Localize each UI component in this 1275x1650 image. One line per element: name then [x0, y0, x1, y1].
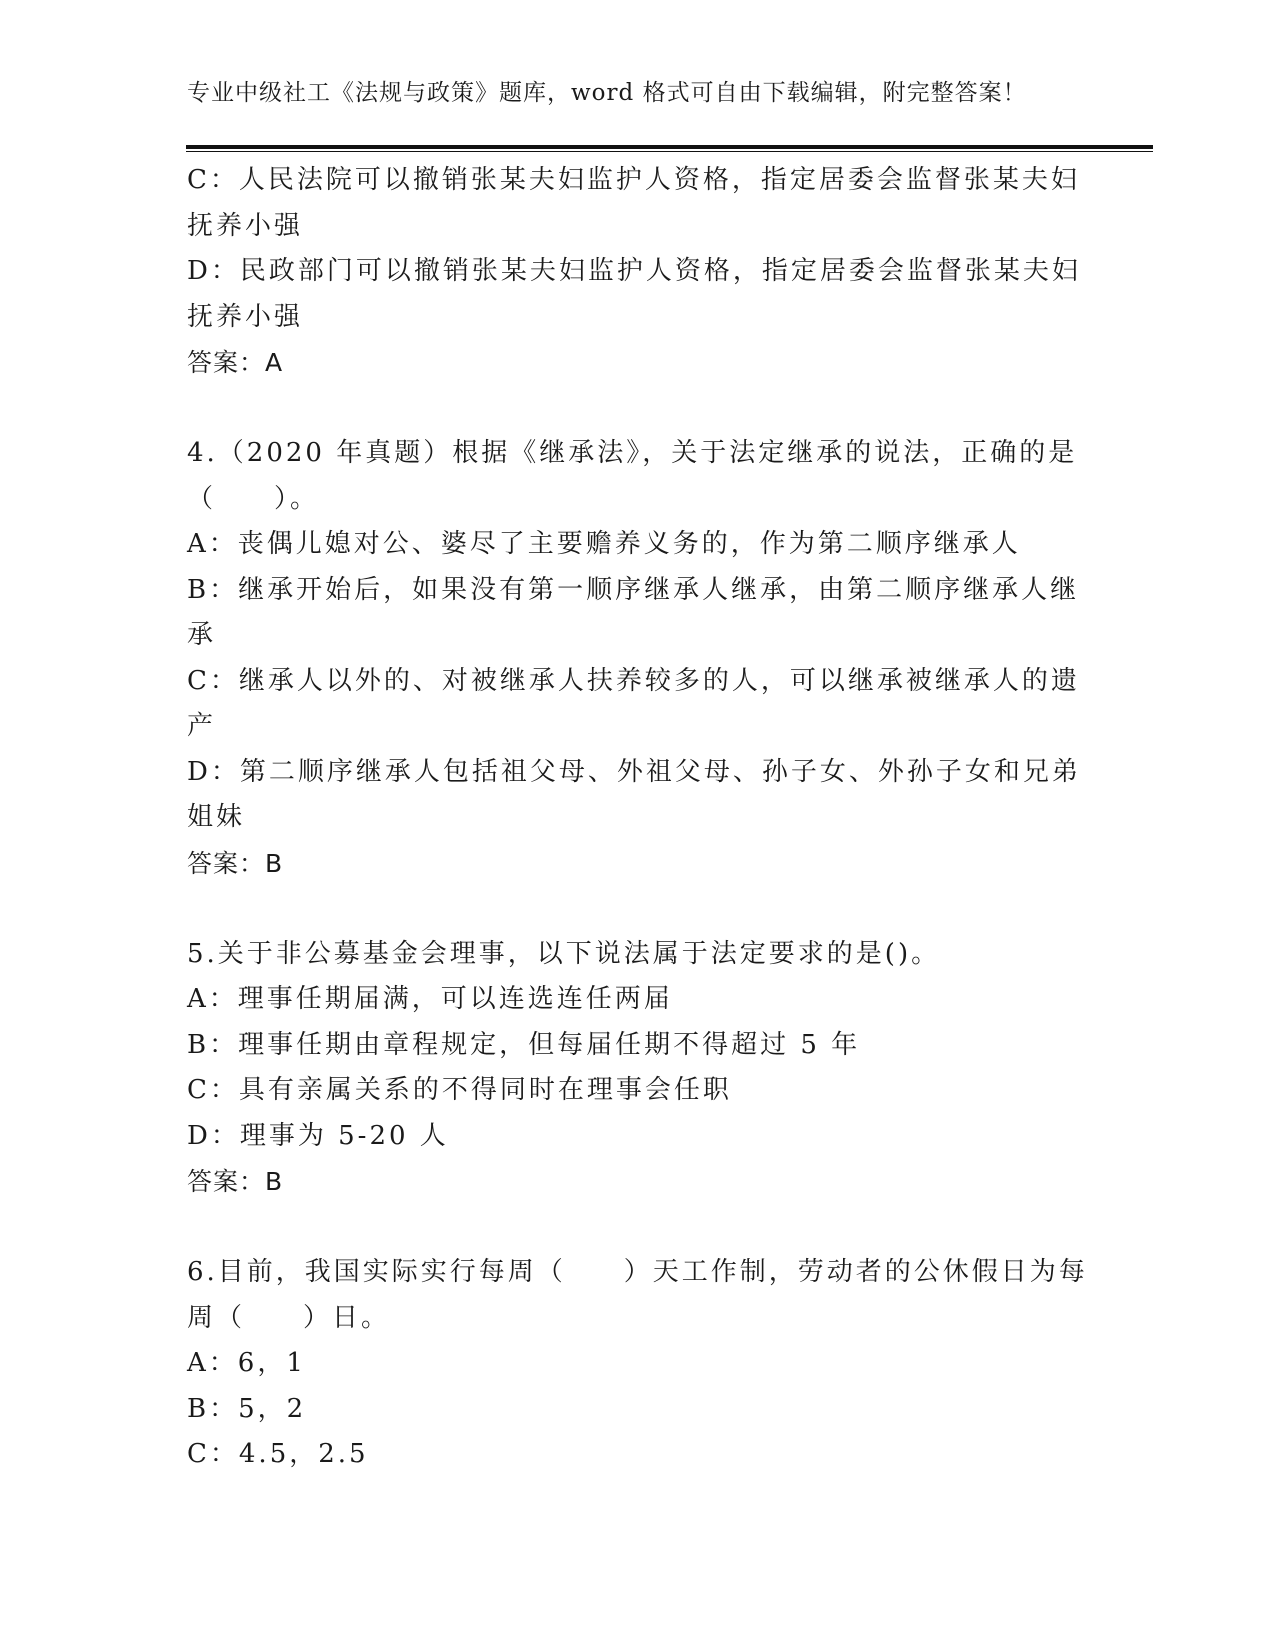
header-rule-thin [186, 151, 1153, 152]
spacer [187, 886, 1087, 932]
q6-stem-line2: 周（ ）日。 [187, 1302, 391, 1333]
q5-option-a: A：理事任期届满，可以连选连任两届 [187, 984, 673, 1014]
q5-stem: 5.关于非公募基金会理事，以下说法属于法定要求的是()。 [187, 938, 941, 969]
spacer [187, 1205, 1087, 1251]
spacer [187, 386, 1087, 432]
q4-option-d-line2: 姐妹 [187, 802, 246, 832]
q5-option-b: B：理事任期由章程规定，但每届任期不得超过 5 年 [187, 1029, 861, 1060]
q3-answer: 答案：A [187, 348, 284, 377]
q3-option-c-line2: 抚养小强 [187, 210, 304, 241]
q4-option-c-line1: C：继承人以外的、对被继承人扶养较多的人，可以继承被继承人的遗 [187, 665, 1080, 696]
header-rule-thick [186, 145, 1153, 149]
q4-stem-line2: （ ）。 [187, 483, 320, 514]
q3-option-d-line2: 抚养小强 [187, 301, 304, 332]
q3-option-d-line1: D：民政部门可以撤销张某夫妇监护人资格，指定居委会监督张某夫妇 [187, 256, 1081, 286]
q4-option-d-line1: D：第二顺序继承人包括祖父母、外祖父母、孙子女、外孙子女和兄弟 [187, 756, 1081, 787]
q4-option-c-line2: 产 [187, 711, 217, 741]
q4-answer: 答案：B [187, 848, 284, 878]
q5-option-c: C：具有亲属关系的不得同时在理事会任职 [187, 1075, 732, 1105]
q4-option-b-line1: B：继承开始后，如果没有第一顺序继承人继承，由第二顺序继承人继 [187, 574, 1080, 605]
q4-stem-line1: 4.（2020 年真题）根据《继承法》，关于法定继承的说法，正确的是 [187, 438, 1078, 468]
q4-option-a: A：丧偶儿媳对公、婆尽了主要赡养义务的，作为第二顺序继承人 [187, 529, 1021, 559]
q6-option-a: A：6，1 [187, 1348, 306, 1378]
q6-stem-line1: 6.目前，我国实际实行每周（ ）天工作制，劳动者的公休假日为每 [187, 1257, 1088, 1287]
q3-option-c-line1: C：人民法院可以撤销张某夫妇监护人资格，指定居委会监督张某夫妇 [187, 165, 1080, 195]
question-content [187, 158, 1087, 1478]
q6-option-b: B：5，2 [187, 1393, 307, 1424]
q4-option-b-line2: 承 [187, 620, 217, 650]
q5-option-d: D：理事为 5-20 人 [187, 1120, 449, 1151]
q6-option-c: C：4.5，2.5 [187, 1439, 369, 1469]
q5-answer: 答案：B [187, 1167, 284, 1196]
page-header: 专业中级社工《法规与政策》题库，word 格式可自由下载编辑，附完整答案！ [187, 80, 1027, 106]
